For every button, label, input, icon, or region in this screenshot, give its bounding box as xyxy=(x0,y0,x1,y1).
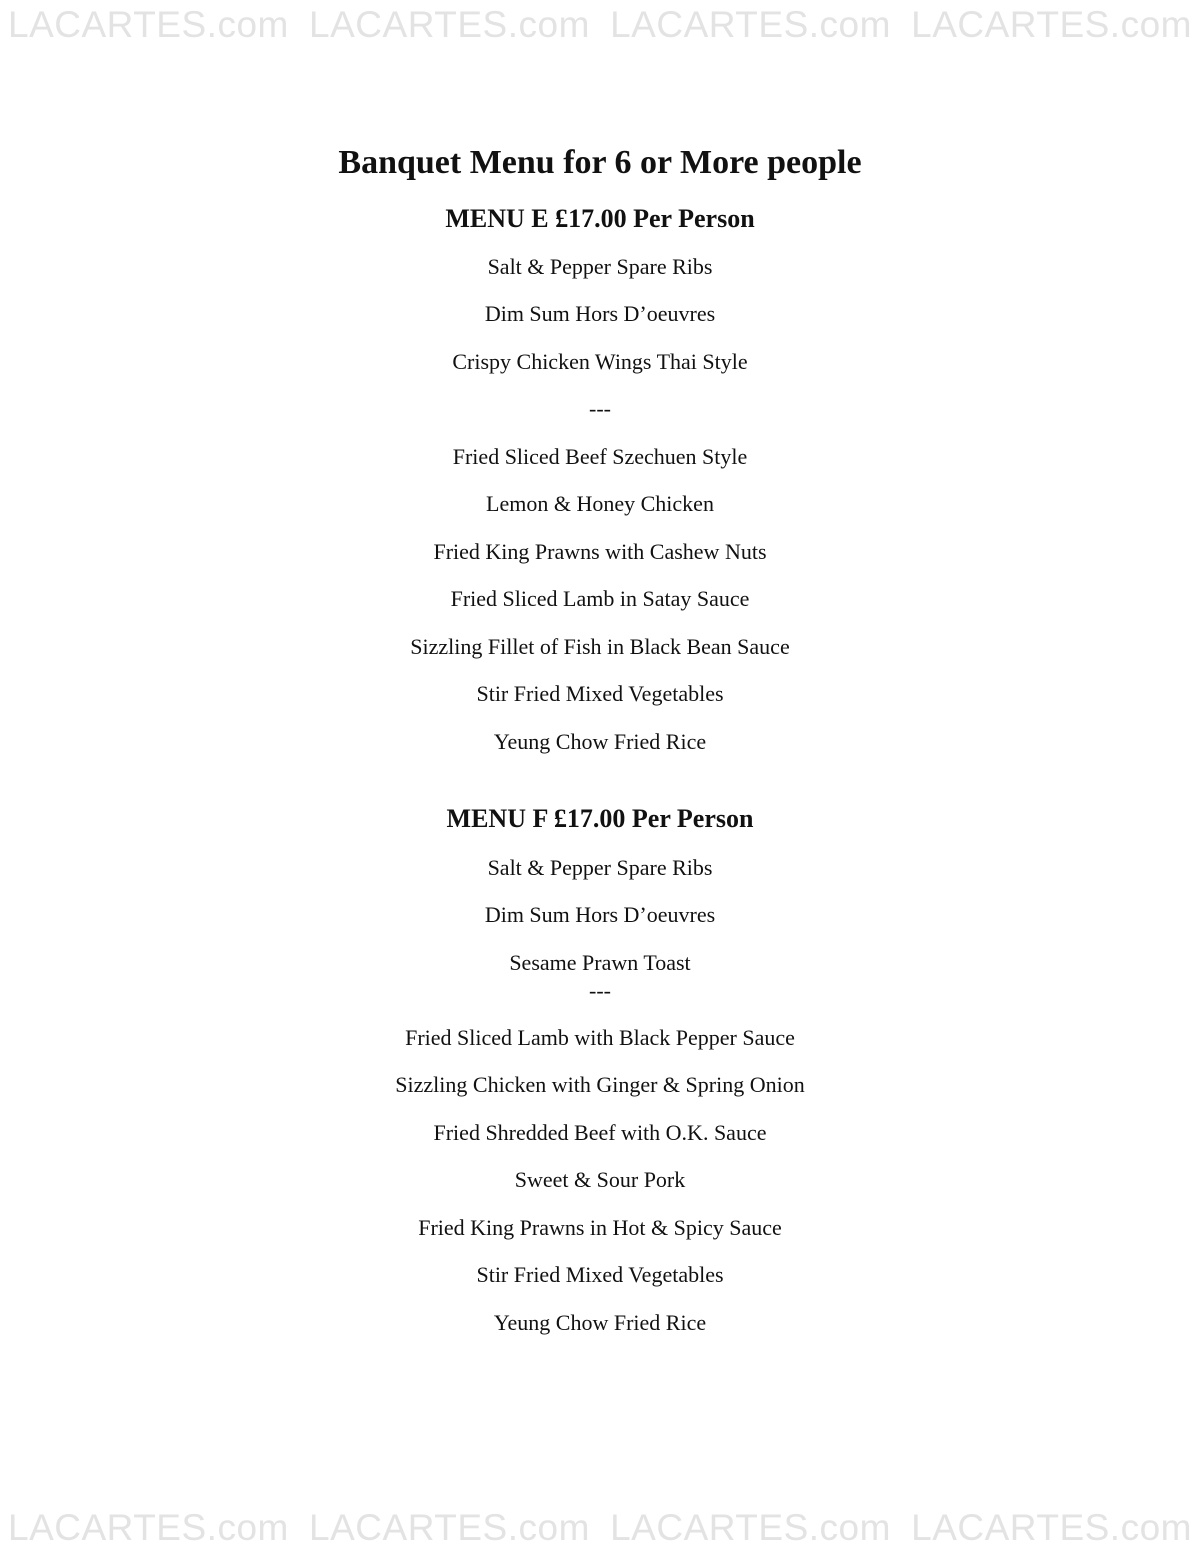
watermark-text: LACARTES.com xyxy=(911,4,1192,45)
menu-e-main: Sizzling Fillet of Fish in Black Bean Sauce xyxy=(410,634,790,659)
watermark-bottom xyxy=(0,1503,1200,1553)
menu-f-main: Fried King Prawns in Hot & Spicy Sauce xyxy=(418,1215,782,1240)
watermark-text: LACARTES.com xyxy=(911,1507,1192,1548)
menu-f-main: Yeung Chow Fried Rice xyxy=(493,1310,707,1335)
menu-e-main: Fried King Prawns with Cashew Nuts xyxy=(433,539,767,564)
watermark-text: LACARTES.com xyxy=(309,4,590,45)
menu-e-main: Stir Fried Mixed Vegetables xyxy=(476,681,724,706)
menu-e-starter: Crispy Chicken Wings Thai Style xyxy=(452,349,748,374)
menu-f-separator: --- xyxy=(589,978,611,1003)
menu-e-separator: --- xyxy=(589,396,611,421)
menu-f-main: Sweet & Sour Pork xyxy=(514,1167,686,1192)
menu-f-main: Stir Fried Mixed Vegetables xyxy=(476,1262,724,1287)
watermark-text: LACARTES.com xyxy=(8,4,289,45)
menu-e-starter: Salt & Pepper Spare Ribs xyxy=(487,254,713,279)
menu-f-main: Sizzling Chicken with Ginger & Spring Onion xyxy=(395,1072,805,1097)
menu-e-main: Fried Sliced Lamb in Satay Sauce xyxy=(450,586,750,611)
watermark-text: LACARTES.com xyxy=(8,1507,289,1548)
menu-f-heading: MENU F £17.00 Per Person xyxy=(446,804,754,833)
menu-e-main: Yeung Chow Fried Rice xyxy=(493,729,707,754)
menu-f-starter: Dim Sum Hors D’oeuvres xyxy=(484,902,716,927)
menu-e-starter: Dim Sum Hors D’oeuvres xyxy=(484,301,716,326)
page-title: Banquet Menu for 6 or More people xyxy=(338,144,862,181)
menu-f-main: Fried Sliced Lamb with Black Pepper Sauce xyxy=(405,1025,795,1050)
watermark-text: LACARTES.com xyxy=(610,4,891,45)
menu-e-main: Lemon & Honey Chicken xyxy=(486,491,714,516)
menu-e-heading: MENU E £17.00 Per Person xyxy=(445,204,755,233)
watermark-text: LACARTES.com xyxy=(309,1507,590,1548)
watermark-top xyxy=(0,0,1200,50)
menu-f-starter: Sesame Prawn Toast xyxy=(509,950,691,975)
menu-f-starter: Salt & Pepper Spare Ribs xyxy=(487,855,713,880)
menu-f-main: Fried Shredded Beef with O.K. Sauce xyxy=(433,1120,767,1145)
menu-e-main: Fried Sliced Beef Szechuen Style xyxy=(452,444,748,469)
watermark-text: LACARTES.com xyxy=(610,1507,891,1548)
